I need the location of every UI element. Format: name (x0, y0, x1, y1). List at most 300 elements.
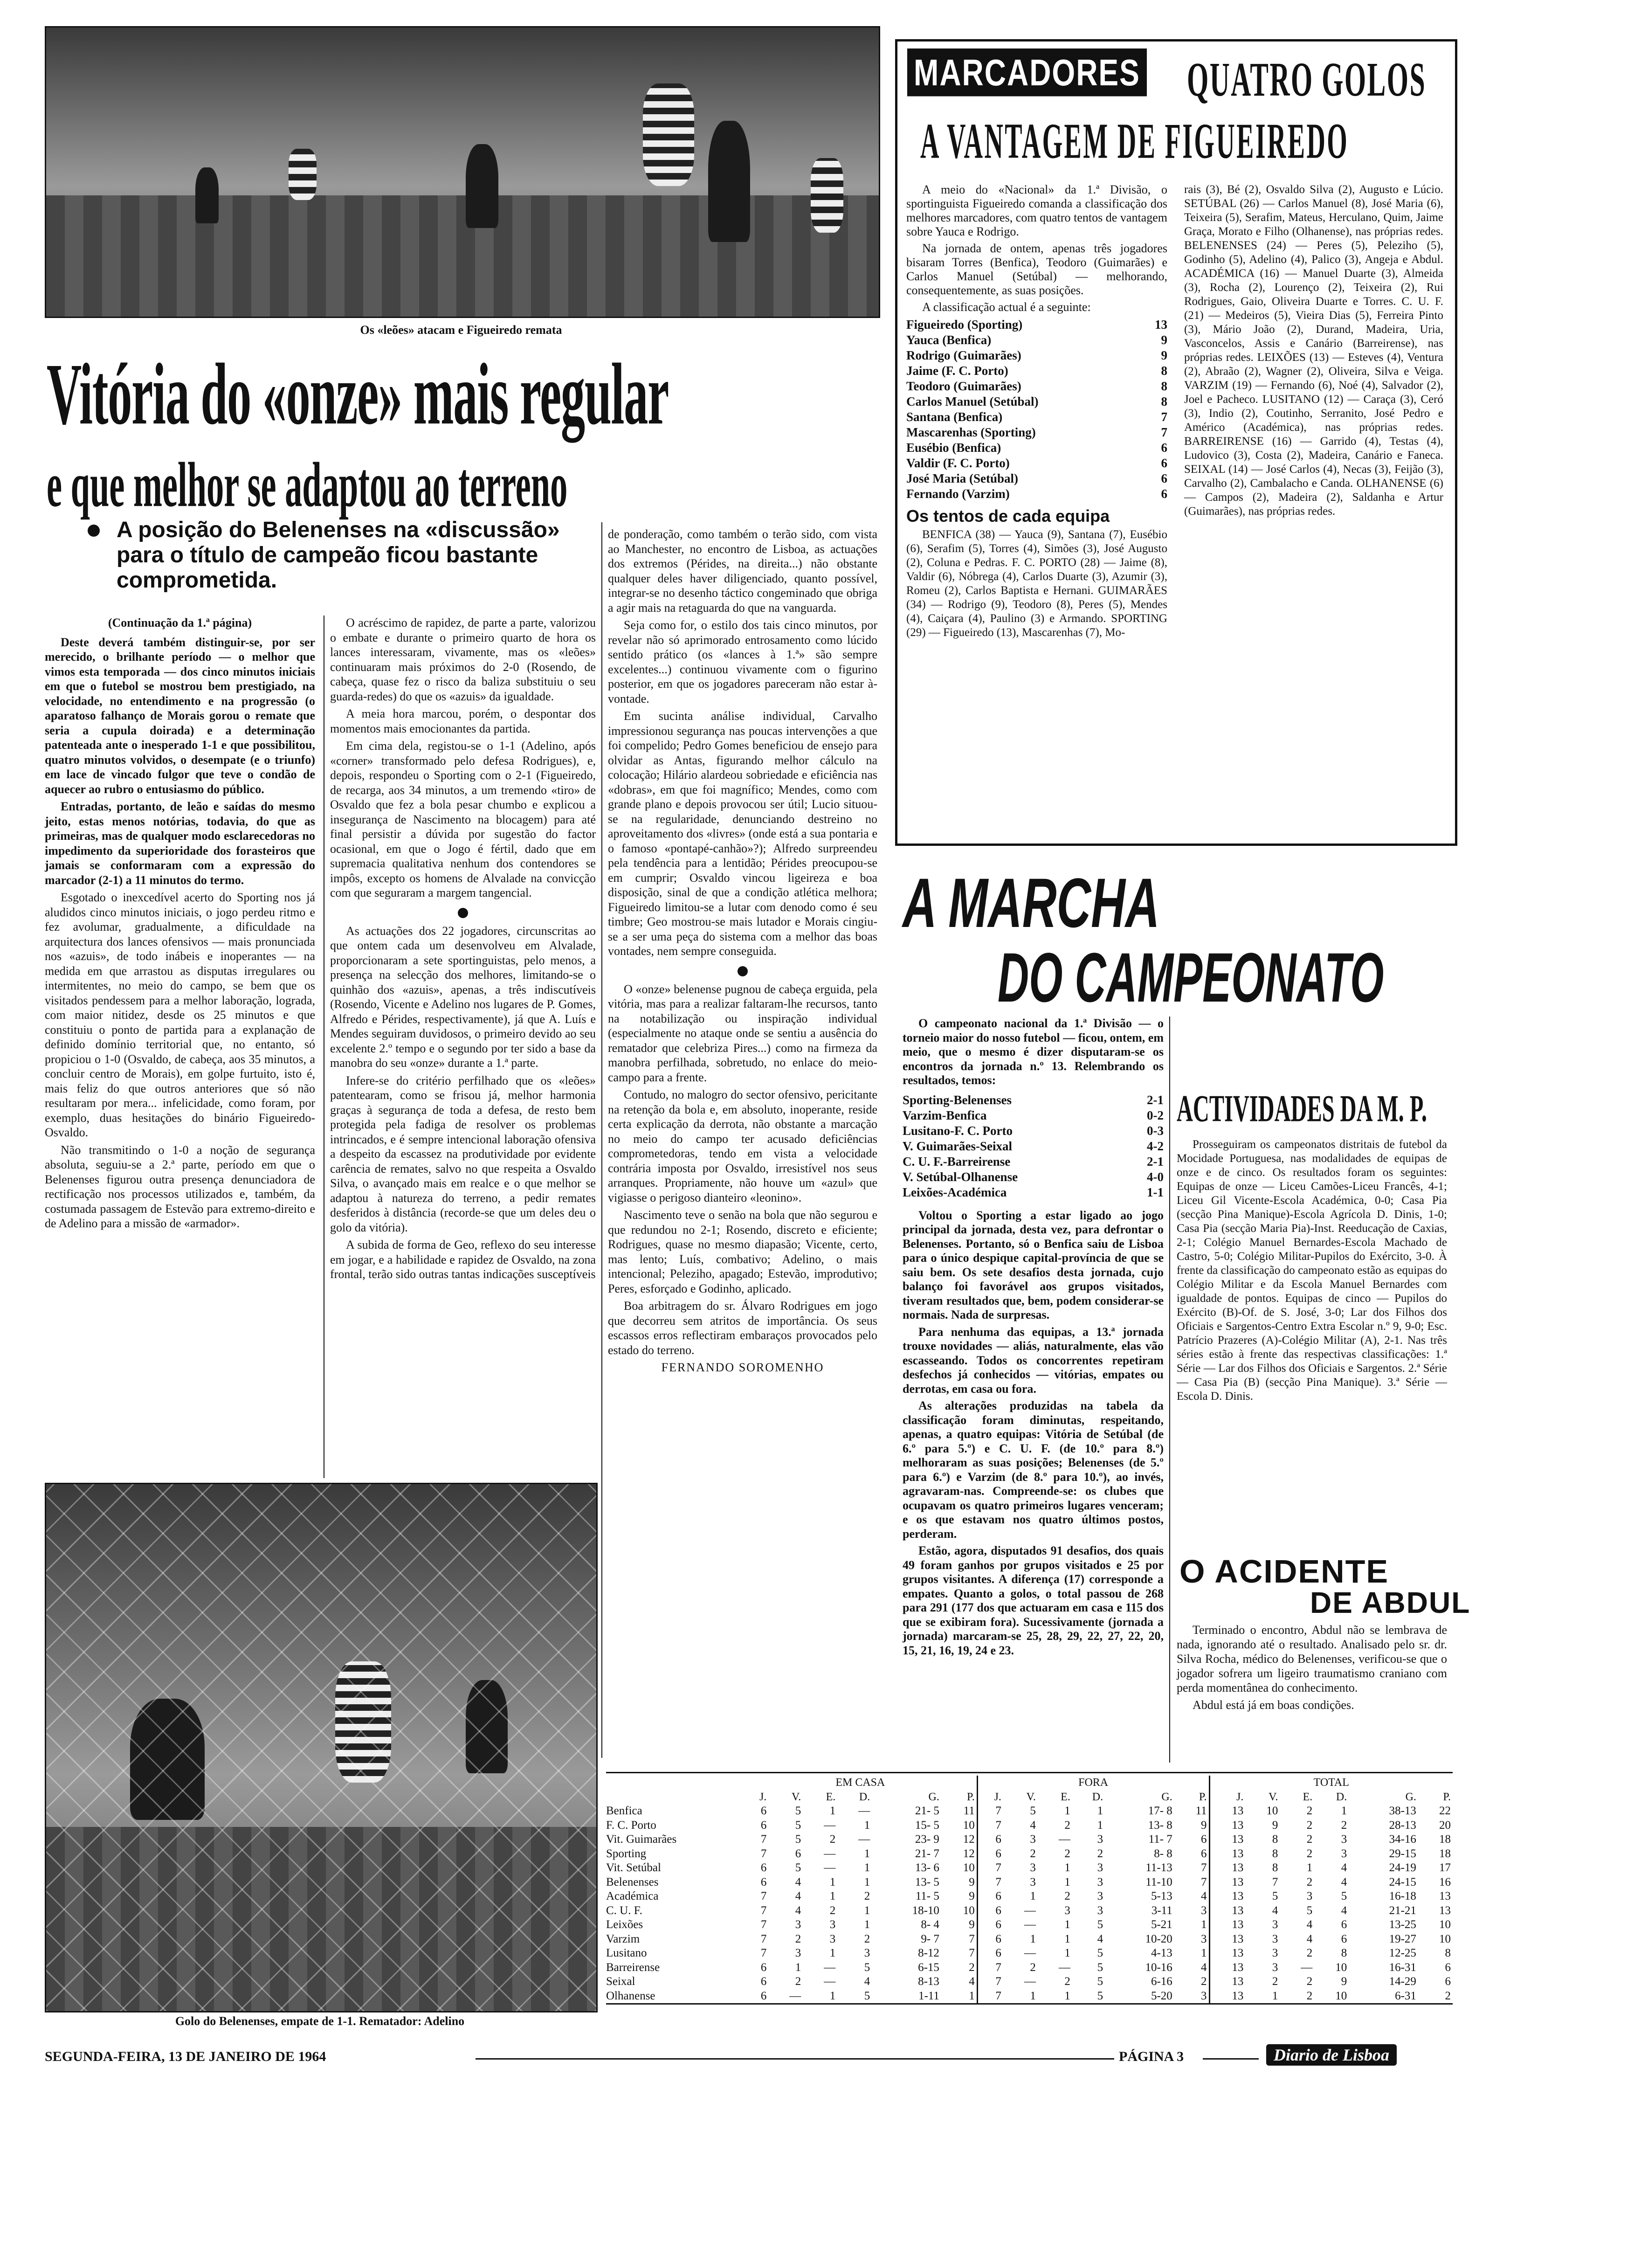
table-cell: 4 (1341, 1904, 1347, 1917)
table-cell: 16 (1439, 1875, 1451, 1888)
table-cell: 4 (1306, 1932, 1313, 1945)
table-cell: 2 (1030, 1961, 1036, 1974)
scorer-goals: 6 (1161, 471, 1167, 485)
table-cell: 3-11 (1151, 1904, 1172, 1917)
table-row (604, 1989, 1453, 2004)
table-cell: 3 (1097, 1861, 1103, 1874)
scorer-row (906, 348, 1167, 363)
scorer-goals: 8 (1161, 394, 1167, 408)
table-cell: 6-15 (918, 1961, 939, 1974)
table-cell: 10 (1335, 1961, 1347, 1974)
paragraph: A subida de forma de Geo, reflexo do seu interesse em jogar, e a habilidade e rapidez de Osvaldo, na zona frontal, terão sido outras tantas indicações susceptíveis (330, 1238, 596, 1281)
paragraph: Voltou o Sporting a estar ligado ao jogo principal da jornada, desta vez, para defrontar o Belenenses. Portanto, só o Benfica saiu de Lisboa para o único despique capital-província de que se saiu bem. Os sete desafios desta jornada, cujo balanço foi favorável aos grupos visitados, tiveram resultados que, bem, podem considerar-se normais. Nada de surpresas. (903, 1208, 1164, 1321)
table-cell: 1 (829, 1989, 836, 2002)
column-header: E. (826, 1791, 836, 1803)
table-cell: 7 (760, 1847, 767, 1860)
marcha-title-1: A MARCHA (903, 864, 1160, 942)
table-cell: 1-11 (918, 1989, 939, 2002)
table-cell: — (1024, 1918, 1036, 1931)
table-cell: 12 (963, 1847, 975, 1860)
table-cell: 4 (795, 1875, 801, 1888)
team-name: Olhanense (606, 1989, 655, 2002)
table-cell: 4 (1097, 1932, 1103, 1945)
table-cell: 3 (1097, 1833, 1103, 1846)
table-cell: 5 (1097, 1989, 1103, 2002)
mp-title: ACTIVIDADES DA M. P. (1177, 1087, 1427, 1130)
section-dot (458, 908, 468, 918)
table-cell: 7 (760, 1890, 767, 1903)
table-cell: 2 (864, 1932, 870, 1945)
result-score: 0-2 (1147, 1108, 1164, 1122)
table-cell: 5 (1341, 1890, 1347, 1903)
standings-table (604, 1776, 1453, 2003)
table-row (604, 1889, 1453, 1904)
table-cell: 6 (1201, 1833, 1207, 1846)
table-cell: — (824, 1819, 836, 1832)
table-cell: 11-10 (1145, 1875, 1172, 1888)
table-cell: 6 (760, 1805, 767, 1818)
table-cell: 5-13 (1151, 1890, 1172, 1903)
table-cell: 6 (1201, 1847, 1207, 1860)
table-cell: 1 (829, 1805, 836, 1818)
table-cell: 6 (977, 1932, 1003, 1947)
scorers-tag-wrap (907, 48, 1147, 94)
column-header: V. (1026, 1791, 1036, 1803)
table-cell: 10 (1335, 1989, 1347, 2002)
team-name: Vit. Setúbal (606, 1861, 661, 1874)
table-cell: 4 (1201, 1890, 1207, 1903)
main-col-2 (330, 615, 596, 1285)
table-cell: 6 (760, 1861, 767, 1874)
result-score: 1-1 (1147, 1185, 1164, 1199)
result-match: V. Setúbal-Olhanense (903, 1169, 1018, 1184)
paragraph: Esgotado o inexcedível acerto do Sporting nos já aludidos cinco minutos iniciais, o jogo perdeu ritmo e fez avolumar, gradualmente, a dificuldade na arquitectura dos lances ofensivos — mais pronunciada nos «azuis», de todo inábeis e inoperantes — na medida em que arrastou as disputas irregulares ou intermitentes, no meio do campo, se bem que os visitados pendessem para a melhor laboração, lograda, com maior nitidez, desde os 25 minutos e que constituiu o ponto de partida para a explanação de definido domínio territorial que, no entanto, só propiciou o 1-0 (Osvaldo, de cabeça, aos 35 minutos, a concluir centro de Morais), em golpe furtuito, isto é, mais feliz do que outros anteriores que só não resultaram por mera... infelicidade, como foram, por exemplo, duas hesitações do binário Figueiredo-Osvaldo. (45, 891, 315, 1139)
table-cell: 5 (1097, 1918, 1103, 1931)
table-cell: 3 (1272, 1932, 1278, 1945)
table-row (604, 1819, 1453, 1833)
column-header: P. (967, 1791, 975, 1803)
column-header: V. (1269, 1791, 1278, 1803)
main-headline-line2: e que melhor se adaptou ao terreno (47, 449, 568, 520)
table-cell: 7 (1201, 1861, 1207, 1874)
abdul-title-1: O ACIDENTE (1179, 1553, 1389, 1590)
table-cell: 6 (977, 1904, 1003, 1918)
table-cell: 13 (1209, 1804, 1245, 1819)
paragraph: Infere-se do critério perfilhado que os «leões» patentearam, como se frisou já, melhor harmonia graças à segurança de toda a defesa, de resto bem protegida pela fadiga de resolver os problemas intrincados, e é sempre intencional laboração ofensiva a despeito da escassez na produtividade por evidente carência de remates, salvo no que respeita a Osvaldo Silva, o avançado mais em realce e o que melhor se adaptou à natureza do terreno, a pedir remates desferidos à distância (recorde-se que um deles deu o golo da vitória). (330, 1073, 596, 1234)
main-subhead: A posição do Belenenses na «discussão» para o título de campeão ficou bastante comprometida. (117, 518, 560, 593)
table-cell: 6 (1445, 1975, 1451, 1988)
table-cell: 13 (1209, 1961, 1245, 1975)
scorer-row (906, 409, 1167, 425)
table-cell: 1 (969, 1989, 975, 2002)
table-cell: 6 (760, 1961, 767, 1974)
table-cell: 2 (1306, 1875, 1313, 1888)
scorer-goals: 7 (1161, 425, 1167, 439)
table-row (604, 1975, 1453, 1989)
teams-subhead: Os tentos de cada equipa (906, 506, 1110, 526)
table-cell: 10 (1439, 1932, 1451, 1945)
table-cell: 12 (963, 1833, 975, 1846)
table-cell: 6 (1341, 1932, 1347, 1945)
table-row (604, 1861, 1453, 1875)
paragraph: Em sucinta análise individual, Carvalho impressionou segurança nas poucas intervenções a que foi compelido; Pedro Gomes beneficiou de ensejo para olvidar as Antas, figurando melhor cálculo na colocação; Hilário alardeou sobriedade e eficiência nas «dobras», em que foi magnífico; Mendes, como com grande plano e depois provocou ser útil; Lucio situou-se na regularidade, denunciando destreino no aproveitamento dos «livres» (onde está a sua pontaria e o famoso «pontapé-canhão»?); Alfredo surpreendeu pela tendência para a lentidão; Pérides preocupou-se em cumprir; Osvaldo vincou ligeireza e boa disposição, sinal de que a condição atlética melhora; Figueiredo limitou-se a lutar com denodo como é seu timbre; Geo mostrou-se mais lutador e Morais cingiu-se a ser uma peça do sistema com a melhor das boas vontades, nem sempre conseguida. (608, 709, 877, 958)
bottom-photo-caption: Golo do Belenenses, empate de 1-1. Rematador: Adelino (175, 2014, 465, 2028)
table-cell: 2 (1272, 1975, 1278, 1988)
table-cell: 5 (1097, 1975, 1103, 1988)
paragraph: Para nenhuma das equipas, a 13.ª jornada trouxe novidades — aliás, naturalmente, elas vão escasseando. Todos os concorrentes repetiram desfechos já conhecidos — vitórias, empates ou derrotas, em casa ou fora. (903, 1325, 1164, 1396)
table-cell: 13 (1209, 1832, 1245, 1847)
table-cell: 2 (1306, 1847, 1313, 1860)
table-cell: 3 (1201, 1989, 1207, 2002)
table-cell: 8-13 (918, 1975, 939, 1988)
paragraph: Abdul está já em boas condições. (1193, 1698, 1354, 1712)
table-cell: 8 (1272, 1861, 1278, 1874)
table-cell: 24-15 (1389, 1875, 1416, 1888)
table-cell: 21- 7 (915, 1847, 939, 1860)
table-cell: — (824, 1861, 836, 1874)
team-name: Seixal (606, 1975, 635, 1988)
table-cell: 3 (795, 1947, 801, 1960)
scorer-row (906, 440, 1167, 456)
table-cell: 1 (1201, 1918, 1207, 1931)
table-cell: 13- 5 (915, 1875, 939, 1888)
table-cell: 3 (1272, 1947, 1278, 1960)
table-cell: 1 (1064, 1875, 1070, 1888)
table-cell: 28-13 (1389, 1819, 1416, 1832)
result-match: Leixões-Académica (903, 1185, 1007, 1199)
scorer-goals: 7 (1161, 410, 1167, 424)
table-cell: 20 (1439, 1819, 1451, 1832)
table-row (604, 1847, 1453, 1861)
table-cell: 10-20 (1145, 1932, 1172, 1945)
paragraph: Prosseguiram os campeonatos distritais de futebol da Mocidade Portuguesa, nas modalidades de equipas de onze e de cinco. Os resultados foram os seguintes: Equipas de onze — Liceu Camões-Liceu Francês, 4-1; Liceu Gil Vicente-Escola Académica, 0-0; Casa Pia (secção Pina Manique)-Escola Agrícola D. Dinis, 1-0; Casa Pia (secção Maria Pia)-Inst. Reeducação de Caxias, 2-1; Colégio Manuel Bernardes-Escola Machado de Castro, 5-0; Colégio Militar-Pupilos do Exército, 3-0. À frente da classificação do campeonato estão as equipas do Colégio Militar e da Escola Manuel Bernardes com igualdade de pontos. Equipas de cinco — Pupilos do Exército (B)-Of. de S. José, 3-0; Lar dos Filhos dos Oficiais e Sargentos-Centro Extra Escolar n.º 9, 9-0; Esc. Patrício Prazeres (A)-Colégio Militar (A), 2-1. Nas três séries estão à frente das respectivas classificações: 1.ª Série — Lar dos Filhos dos Oficiais e Sargentos. 2.ª Série — Casa Pia (B) (secção Pina Manique). 3.ª Série — Escola D. Dinis. (1177, 1138, 1447, 1403)
table-cell: 8- 8 (1154, 1847, 1172, 1860)
scorer-row (906, 332, 1167, 348)
table-cell: 11 (1195, 1805, 1207, 1818)
team-name: Benfica (606, 1805, 642, 1818)
table-cell: 10-16 (1145, 1961, 1172, 1974)
scorer-row (906, 456, 1167, 471)
table-cell: 13 (1209, 1918, 1245, 1932)
scorer-name: Figueiredo (Sporting) (906, 318, 1023, 332)
scorer-name: Carlos Manuel (Setúbal) (906, 394, 1039, 408)
table-cell: 1 (864, 1819, 870, 1832)
table-cell: 1 (864, 1861, 870, 1874)
scorer-goals: 6 (1161, 456, 1167, 470)
paragraph: Em cima dela, registou-se o 1-1 (Adelino, após «corner» transformado pelo defesa Rodrigues), e, depois, respondeu o Sporting com o 2-1 (Figueiredo, de recarga, aos 34 minutos, a um tremendo «tiro» de Osvaldo que fez a bola pesar chumbo e explicou a insegurança de Nascimento na blocagem) para até final persistir a dúvida por sugestão do factor ocasional, em que o Jogo é fértil, dado que em supremacia qualitativa nenhum dos contendores se impôs, excepto os homens de Alvalade na convicção com que seguraram a margem tangencial. (330, 739, 596, 899)
table-cell: 13 (1209, 1946, 1245, 1961)
table-cell: 5-21 (1151, 1918, 1172, 1931)
scorer-goals: 9 (1161, 348, 1167, 362)
table-cell: 2 (1306, 1805, 1313, 1818)
table-cell: 13 (1209, 1819, 1245, 1833)
scorer-row (906, 471, 1167, 486)
table-cell: 2 (1341, 1819, 1347, 1832)
top-photo (45, 26, 880, 318)
table-cell: 34-16 (1389, 1833, 1416, 1846)
paragraph: BENFICA (38) — Yauca (9), Santana (7), Eusébio (6), Serafim (5), Torres (4), Simões (3), José Augusto (2), Coluna e Pedras. F. C. PORTO (28) — Jaime (8), Valdir (6), Nóbrega (4), Carlos Duarte (3), Azumir (3), Romeu (2), Carlos Baptista e Hernani. GUIMARÃES (34) — Rodrigo (9), Teodoro (8), Peres (5), Mendes (4), Caiçara (4), Paulino (3) e Armando. SPORTING (29) — Figueiredo (13), Mascarenhas (7), Mo- (906, 528, 1167, 639)
table-cell: 9- 7 (921, 1932, 939, 1945)
table-cell: 1 (1097, 1819, 1103, 1832)
table-cell: 3 (1341, 1833, 1347, 1846)
table-cell: 13 (1439, 1904, 1451, 1917)
table-cell: — (824, 1847, 836, 1860)
scorer-goals: 6 (1161, 487, 1167, 501)
table-cell: 11- 5 (915, 1890, 939, 1903)
table-cell: 6 (795, 1847, 801, 1860)
column-header: D. (859, 1791, 870, 1803)
table-cell: 11-13 (1145, 1861, 1172, 1874)
table-cell: 2 (1064, 1975, 1070, 1988)
table-cell: 5 (1097, 1947, 1103, 1960)
table-cell: 3 (1272, 1961, 1278, 1974)
scorers-tag: MARCADORES (907, 48, 1147, 97)
table-cell: 29-15 (1389, 1847, 1416, 1860)
table-cell: 7 (760, 1947, 767, 1960)
table-cell: 13 (1209, 1932, 1245, 1947)
table-cell: 1 (1030, 1932, 1036, 1945)
team-name: Académica (606, 1890, 659, 1903)
table-cell: 7 (977, 1975, 1003, 1989)
table-cell: 7 (760, 1932, 767, 1945)
table-cell: 5 (795, 1833, 801, 1846)
table-corner (604, 1776, 744, 1790)
table-cell: 1 (1097, 1805, 1103, 1818)
team-name: C. U. F. (606, 1904, 642, 1917)
table-cell: 1 (1064, 1989, 1070, 2002)
table-cell: — (1024, 1904, 1036, 1917)
scorer-goals: 13 (1155, 318, 1167, 332)
table-row (604, 1918, 1453, 1932)
column-header: E. (1061, 1791, 1070, 1803)
table-cell: 1 (1064, 1861, 1070, 1874)
column-header: V. (792, 1791, 801, 1803)
scorer-row (906, 379, 1167, 394)
scorer-row (906, 486, 1167, 502)
column-header: G. (1161, 1791, 1172, 1803)
table-cell: 3 (1030, 1875, 1036, 1888)
table-row (604, 1875, 1453, 1890)
table-cell: 8 (1341, 1947, 1347, 1960)
marcha-col-1 (903, 1016, 1164, 1660)
table-column-header (604, 1790, 1453, 1805)
table-corner (604, 1790, 744, 1805)
table-cell: — (824, 1975, 836, 1988)
footer-page: PÁGINA 3 (1119, 2049, 1184, 2064)
result-score: 2-1 (1147, 1154, 1164, 1169)
column-header: G. (1405, 1791, 1416, 1803)
table-cell: 1 (864, 1875, 870, 1888)
scorer-name: Valdir (F. C. Porto) (906, 456, 1010, 470)
table-cell: 2 (1030, 1847, 1036, 1860)
table-cell: 1 (1030, 1890, 1036, 1903)
table-cell: 6 (977, 1918, 1003, 1932)
scorer-name: Yauca (Benfica) (906, 333, 992, 347)
table-cell: 13 (1209, 1861, 1245, 1875)
table-cell: 8 (1272, 1833, 1278, 1846)
table-cell: 18-10 (912, 1904, 939, 1917)
table-cell: 14-29 (1389, 1975, 1416, 1988)
table-cell: 6 (1445, 1961, 1451, 1974)
team-name: Varzim (606, 1932, 640, 1945)
table-cell: 1 (864, 1847, 870, 1860)
marcha-title-2: DO CAMPEONATO (998, 938, 1384, 1016)
table-cell: 6 (1341, 1918, 1347, 1931)
table-cell: 11 (963, 1805, 975, 1818)
result-row (903, 1154, 1164, 1169)
table-cell: 2 (1064, 1890, 1070, 1903)
scorers-title-2: A VANTAGEM DE FIGUEIREDO (920, 113, 1349, 169)
round-results (903, 1093, 1164, 1200)
table-cell: 1 (829, 1947, 836, 1960)
table-cell: 7 (977, 1875, 1003, 1890)
table-cell: — (1058, 1833, 1070, 1846)
result-row (903, 1169, 1164, 1185)
team-name: Belenenses (606, 1875, 659, 1888)
table-cell: 3 (864, 1947, 870, 1960)
table-cell: 16-31 (1389, 1961, 1416, 1974)
table-cell: 5 (795, 1861, 801, 1874)
table-cell: 7 (760, 1904, 767, 1917)
table-cell: — (1024, 1975, 1036, 1988)
paragraph: Na jornada de ontem, apenas três jogadores bisaram Torres (Benfica), Teodoro (Guimarães) e Carlos Manuel (Setúbal) — melhorando, consequentemente, as suas posições. (906, 242, 1167, 297)
table-cell: 6-31 (1395, 1989, 1416, 2002)
scorer-name: Rodrigo (Guimarães) (906, 348, 1021, 362)
table-cell: 2 (795, 1975, 801, 1988)
table-cell: 21-21 (1389, 1904, 1416, 1917)
table-cell: 2 (1064, 1819, 1070, 1832)
table-cell: 3 (1201, 1932, 1207, 1945)
table-cell: 1 (864, 1918, 870, 1931)
paragraph: O acréscimo de rapidez, de parte a parte, valorizou o embate e durante o primeiro quarto de hora os lances interessaram, vivamente, mas os «leões» continuaram mais próximos do 2-0 (Rosendo, de cabeça, quase fez o risco da baliza substituiu o seu guarda-redes) do que os «azuis» da igualdade. (330, 616, 596, 703)
table-cell: 21- 5 (915, 1805, 939, 1818)
byline: FERNANDO SOROMENHO (661, 1361, 824, 1374)
column-header: D. (1336, 1791, 1347, 1803)
result-match: C. U. F.-Barreirense (903, 1154, 1011, 1169)
paragraph: rais (3), Bé (2), Osvaldo Silva (2), Augusto e Lúcio. SETÚBAL (26) — Carlos Manuel (8), José Maria (6), Teixeira (5), Serafim, Mateus, Herculano, Quim, Jaime Graça, Morato e Filho (Olhanense), nas próprias redes. BELENENSES (24) — Peres (5), Peleziho (5), Godinho (5), Adelino (4), Palico (3), Angeja e Abdul. ACADÉMICA (16) — Manuel Duarte (3), Almeida (3), Rocha (2), Lourenço (2), Teixeira (2), Rui Rodrigues, Gaio, Oliveira Duarte e Torres. C. U. F. (21) — Medeiros (5), Vieira Dias (5), Ferreira Pinto (3), Mário João (2), Durand, Madeira, Uria, Vasconcelos, Assis e Canário (Barreirense), nas próprias redes. LEIXÕES (13) — Esteves (4), Ventura (2), Abraão (2), Wagner (2), Oliveira, Silva e Veiga. VARZIM (19) — Fernando (6), Noé (4), Salvador (2), Joel e Pacheco. LUSITANO (12) — Caraça (3), Ceró (3), Indio (2), Coutinho, Serranito, José Pedro e Américo (Académica), nas próprias redes. BARREIRENSE (16) — Garrido (4), Testas (4), Ludovico (3), Costa (2), Madeira, Canário e Faneca. SEIXAL (14) — José Carlos (4), Necas (3), Feijão (3), Carvalho (2), Cambalacho e Canda. OLHANENSE (6) — Campos (2), Madeira (2), Saldanha e Artur (Guimarães), nas próprias redes. (1184, 183, 1443, 518)
table-cell: 6 (977, 1889, 1003, 1904)
table-cell: 13- 8 (1148, 1819, 1172, 1832)
paragraph: Nascimento teve o senão na bola que não segurou e que redundou no 2-1; Rosendo, discreto e eficiente; Rodrigues, quase no mesmo diapasão; Vicente, certo, mas lento; Luís, combativo; Adelino, o mais intencional; Peleziho, apagado; Estevão, improdutivo; Peres, esforçado e Godinho, aplicado. (608, 1208, 877, 1295)
table-cell: 2 (829, 1833, 836, 1846)
table-cell: 6-16 (1151, 1975, 1172, 1988)
paragraph: A meio do «Nacional» da 1.ª Divisão, o sportinguista Figueiredo comanda a classificação dos melhores marcadores, com quatro tentos de vantagem sobre Yauca e Rodrigo. (906, 183, 1167, 238)
table-cell: 3 (829, 1932, 836, 1945)
table-cell: 7 (977, 1861, 1003, 1875)
result-row (903, 1123, 1164, 1139)
team-name: F. C. Porto (606, 1819, 656, 1832)
result-match: Sporting-Belenenses (903, 1093, 1012, 1107)
table-cell: 2 (1201, 1975, 1207, 1988)
table-cell: 1 (1064, 1932, 1070, 1945)
table-row (604, 1946, 1453, 1961)
table-cell: 6 (760, 1975, 767, 1988)
table-row (604, 1932, 1453, 1947)
table-cell: 9 (969, 1890, 975, 1903)
scorer-name: Jaime (F. C. Porto) (906, 364, 1008, 378)
table-cell: — (824, 1961, 836, 1974)
table-cell: 4 (795, 1890, 801, 1903)
table-cell: 6 (977, 1847, 1003, 1861)
paragraph: Contudo, no malogro do sector ofensivo, pericitante na retenção da bola e, em absoluto, inoperante, reside certa explicação da derrota, não obstante a marcação no meio do campo ter acusado deficiências comprometedoras, tendo em vista a velocidade contrária imposta por Osvaldo, irresistível nos seus arranques. Propriamente, não houve um «azul» que vigiasse o perigoso dianteiro «leonino». (608, 1088, 877, 1204)
table-cell: 2 (1306, 1833, 1313, 1846)
table-cell: 13 (1209, 1975, 1245, 1989)
table-cell: — (789, 1989, 801, 2002)
table-cell: 5 (1097, 1961, 1103, 1974)
table-cell: 1 (829, 1890, 836, 1903)
table-cell: 5 (864, 1989, 870, 2002)
paragraph: Estão, agora, disputados 91 desafios, dos quais 49 foram ganhos por grupos visitados e 25 por grupos visitantes. A diferença (17) corresponde a empates. Quanto a golos, o total passou de 268 para 291 (177 dos que actuaram em casa e 115 dos que se exibiram fora). Sucessivamente (jornada a jornada) marcaram-se 25, 28, 29, 22, 27, 22, 20, 15, 21, 16, 19, 24 e 23. (903, 1544, 1164, 1657)
result-score: 2-1 (1147, 1093, 1164, 1107)
table-cell: 2 (1306, 1975, 1313, 1988)
table-row (604, 1961, 1453, 1975)
team-name: Sporting (606, 1847, 647, 1860)
table-group-label: EM CASA (835, 1777, 885, 1789)
table-cell: 3 (1064, 1904, 1070, 1917)
table-cell: 1 (829, 1875, 836, 1888)
table-cell: 8- 4 (921, 1918, 939, 1931)
column-header: P. (1443, 1791, 1451, 1803)
table-cell: 3 (1306, 1890, 1313, 1903)
table-cell: 3 (829, 1918, 836, 1931)
table-cell: 4 (1306, 1918, 1313, 1931)
abdul-text (1177, 1623, 1447, 1715)
table-cell: 12-25 (1389, 1947, 1416, 1960)
table-cell: 6 (760, 1989, 767, 2002)
table-cell: 17 (1439, 1861, 1451, 1874)
main-headline-line1: Vitória do «onze» mais regular (47, 346, 669, 443)
paragraph: Boa arbitragem do sr. Álvaro Rodrigues em jogo que decorreu sem atritos de importância. Os seus escassos erros reflectiram embaraços provocados pelo estado do terreno. (608, 1299, 877, 1357)
result-match: V. Guimarães-Seixal (903, 1139, 1012, 1153)
table-cell: 7 (977, 1819, 1003, 1833)
table-cell: 9 (1272, 1819, 1278, 1832)
paragraph: As actuações dos 22 jogadores, circunscritas ao que ontem cada um desenvolveu em Alvalade, proporcionaram a sete sportinguistas, pelo menos, a presença na selecção dos melhores, limitando-se o quinhão dos «azuis», apenas, a três indiscutíveis (Rosendo, Vicente e Adelino nos lugares de P. Gomes, Alfredo e Pérides, respectivamente), já que A. Luís e Mendes seguiram duvidosos, o primeiro devido ao seu excelente 2.º tempo e o segundo por ter sido a base da manobra do seu «onze» durante a 1.ª parte. (330, 924, 596, 1070)
table-cell: 2 (1306, 1819, 1313, 1832)
table-cell: 19-27 (1389, 1932, 1416, 1945)
table-cell: 5 (1030, 1805, 1036, 1818)
table-group-header (604, 1776, 1453, 1790)
table-cell: — (858, 1805, 870, 1818)
main-col-1 (45, 615, 315, 1234)
table-cell: 6 (760, 1875, 767, 1888)
table-group-label: FORA (977, 1776, 1209, 1790)
table-cell: 10 (1266, 1805, 1278, 1818)
table-cell: 4 (864, 1975, 870, 1988)
team-name: Vit. Guimarães (606, 1833, 677, 1846)
scorer-name: José Maria (Setúbal) (906, 471, 1018, 485)
scorers-col-left (906, 183, 1167, 643)
table-cell: 3 (1030, 1833, 1036, 1846)
table-cell: 8 (1272, 1847, 1278, 1860)
table-cell: 3 (1030, 1861, 1036, 1874)
column-header: J. (1209, 1790, 1245, 1805)
table-cell: 13 (1209, 1847, 1245, 1861)
table-cell: 4 (1030, 1819, 1036, 1832)
table-cell: 3 (1341, 1847, 1347, 1860)
table-cell: 1 (1030, 1989, 1036, 2002)
table-cell: 13 (1209, 1904, 1245, 1918)
table-cell: 3 (795, 1918, 801, 1931)
table-cell: 1 (1064, 1947, 1070, 1960)
column-header: J. (977, 1790, 1003, 1805)
table-cell: 3 (1097, 1875, 1103, 1888)
table-cell: 4 (1341, 1861, 1347, 1874)
table-cell: 13- 6 (915, 1861, 939, 1874)
table-cell: 18 (1439, 1847, 1451, 1860)
table-cell: 7 (760, 1918, 767, 1931)
table-cell: 2 (969, 1961, 975, 1974)
table-cell: 2 (1445, 1989, 1451, 2002)
